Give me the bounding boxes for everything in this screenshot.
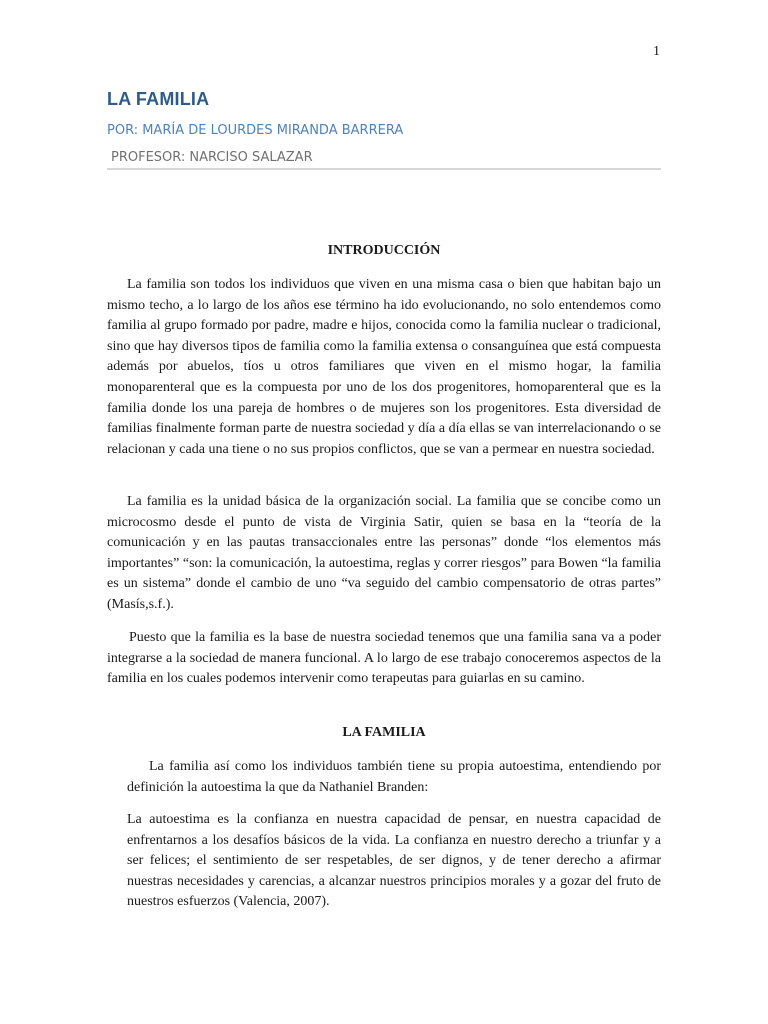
- intro-paragraph-3: Puesto que la familia es la base de nuestra sociedad tenemos que una familia sana va a poder integrarse a la sociedad de manera funcional. A lo largo de ese trabajo conoceremos aspectos de la familia en los cuales podemos intervenir como terapeutas para guiarlas en su camino.: [107, 630, 661, 687]
- intro-heading: INTRODUCCIÓN: [327, 243, 441, 258]
- page-number: 1: [653, 44, 660, 59]
- family-heading: LA FAMILIA: [342, 725, 426, 740]
- branden-quote: La autoestima es la confianza en nuestra capacidad de pensar, en nuestra capacidad de enfrentarnos a los desafíos básicos de la vida. La confianza en nuestro derecho a triunfar y a ser felices; el sentimiento de ser respetables, de ser dignos, y de tener derecho a afirmar nuestras necesidades y carencias, a alcanzar nuestros principios morales y a gozar del fruto de nuestros esfuerzos (Valencia, 2007).: [127, 812, 661, 910]
- intro-paragraph-1: La familia son todos los individuos que viven en una misma casa o bien que habitan bajo un mismo techo, a lo largo de los años ese término ha ido evolucionando, no solo entendemos como familia al grupo formado por padre, madre e hijos, conocida como la familia nuclear o tradicional, sino que hay diversos tipos de familia como la familia extensa o consanguínea que está compuesta además por abuelos, tíos u otros familiares que viven en el mismo hogar, la familia monoparenteral que es la compuesta por uno de los dos progenitores, homoparenteral que es la familia donde los una pareja de hombres o de mujeres son los progenitores. Esta diversidad de familias finalmente forman parte de nuestra sociedad y día a día ellas se van interrelacionando o se relacionan y cada una tiene o no sus propios conflictos, que se van a permear en nuestra sociedad.: [107, 277, 661, 457]
- header-divider: [107, 168, 661, 170]
- family-paragraph-1: La familia así como los individuos también tiene su propia autoestima, entendiendo por definición la autoestima la que da Nathaniel Branden:: [127, 759, 661, 795]
- document-title: LA FAMILIA: [107, 89, 210, 109]
- author-line: POR: MARÍA DE LOURDES MIRANDA BARRERA: [107, 123, 404, 138]
- professor-line: PROFESOR: NARCISO SALAZAR: [111, 150, 313, 165]
- intro-paragraph-2: La familia es la unidad básica de la organización social. La familia que se concibe como un microcosmo desde el punto de vista de Virginia Satir, quien se basa en la “teoría de la comunicación y en las pautas transaccionales entre las personas” donde “los elementos más importantes” “son: la comunicación, la autoestima, reglas y correr riesgos” para Bowen “la familia es un sistema” donde el cambio de uno “va seguido del cambio compensatorio de otras partes” (Masís,s.f.).: [107, 494, 661, 612]
